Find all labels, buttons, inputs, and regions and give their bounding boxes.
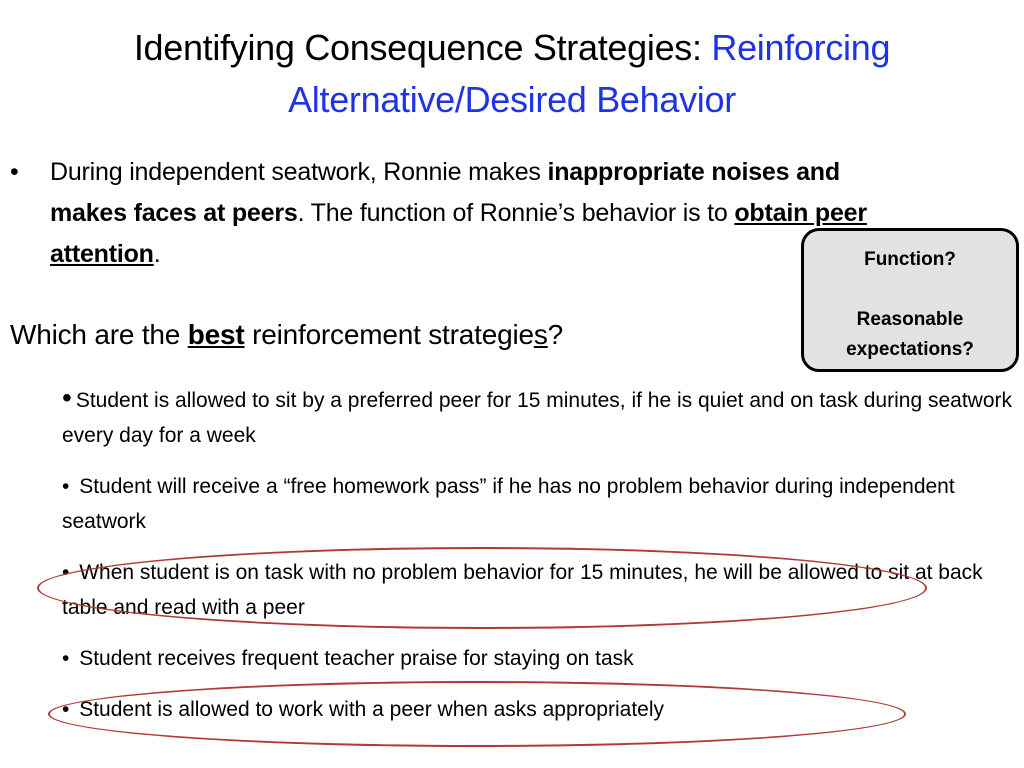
option-bullet: • [62, 475, 70, 498]
option-text: Student will receive a “free homework pass” if he has no problem behavior during independent seatwork [62, 475, 955, 533]
function-callout-box [801, 228, 1019, 372]
scenario-text [50, 152, 880, 275]
option-bullet: • [62, 698, 70, 721]
option-bullet: • [62, 647, 70, 670]
title-main: Identifying Consequence Strategies: [133, 27, 712, 68]
scenario-part-3: . The function of Ronnie’s behavior is to [297, 199, 735, 227]
list-item [62, 469, 1017, 539]
option-text: Student is allowed to work with a peer when asks appropriately [73, 698, 665, 721]
question-middle: reinforcement strategie [244, 319, 534, 350]
question-before: Which are the [10, 319, 188, 350]
callout-function: Function? [864, 249, 956, 270]
scenario-behavior: inappropriate noises and makes faces at peers [50, 158, 840, 227]
title-accent: Reinforcing Alternative/Desired Behavior [288, 27, 891, 120]
strategy-options-list [62, 380, 1017, 743]
scenario-part-1: During independent seatwork, Ronnie makes [50, 158, 548, 186]
bullet-dot: • [10, 158, 19, 186]
slide-title [40, 22, 984, 126]
option-text: Student receives frequent teacher praise for staying on task [73, 647, 634, 670]
scenario-function: obtain peer attention [50, 199, 867, 268]
question-heading [10, 315, 563, 355]
list-item [62, 555, 1017, 625]
question-end: ? [547, 319, 564, 350]
callout-reasonable: Reasonable [856, 309, 964, 330]
list-item [62, 380, 1017, 453]
list-item [62, 641, 1017, 676]
list-item [62, 692, 1017, 727]
callout-expectations: expectations? [846, 339, 974, 360]
question-s: s [533, 319, 548, 350]
option-bullet: • [62, 382, 72, 413]
scenario-bullet [10, 152, 890, 275]
question-best: best [187, 319, 245, 350]
scenario-part-5: . [153, 240, 161, 268]
option-bullet: • [62, 561, 70, 584]
option-text: When student is on task with no problem behavior for 15 minutes, he will be allowed to sit at back table and read with a peer [62, 561, 983, 619]
option-text: Student is allowed to sit by a preferred peer for 15 minutes, if he is quiet and on task during seatwork every day for a week [62, 389, 1012, 447]
